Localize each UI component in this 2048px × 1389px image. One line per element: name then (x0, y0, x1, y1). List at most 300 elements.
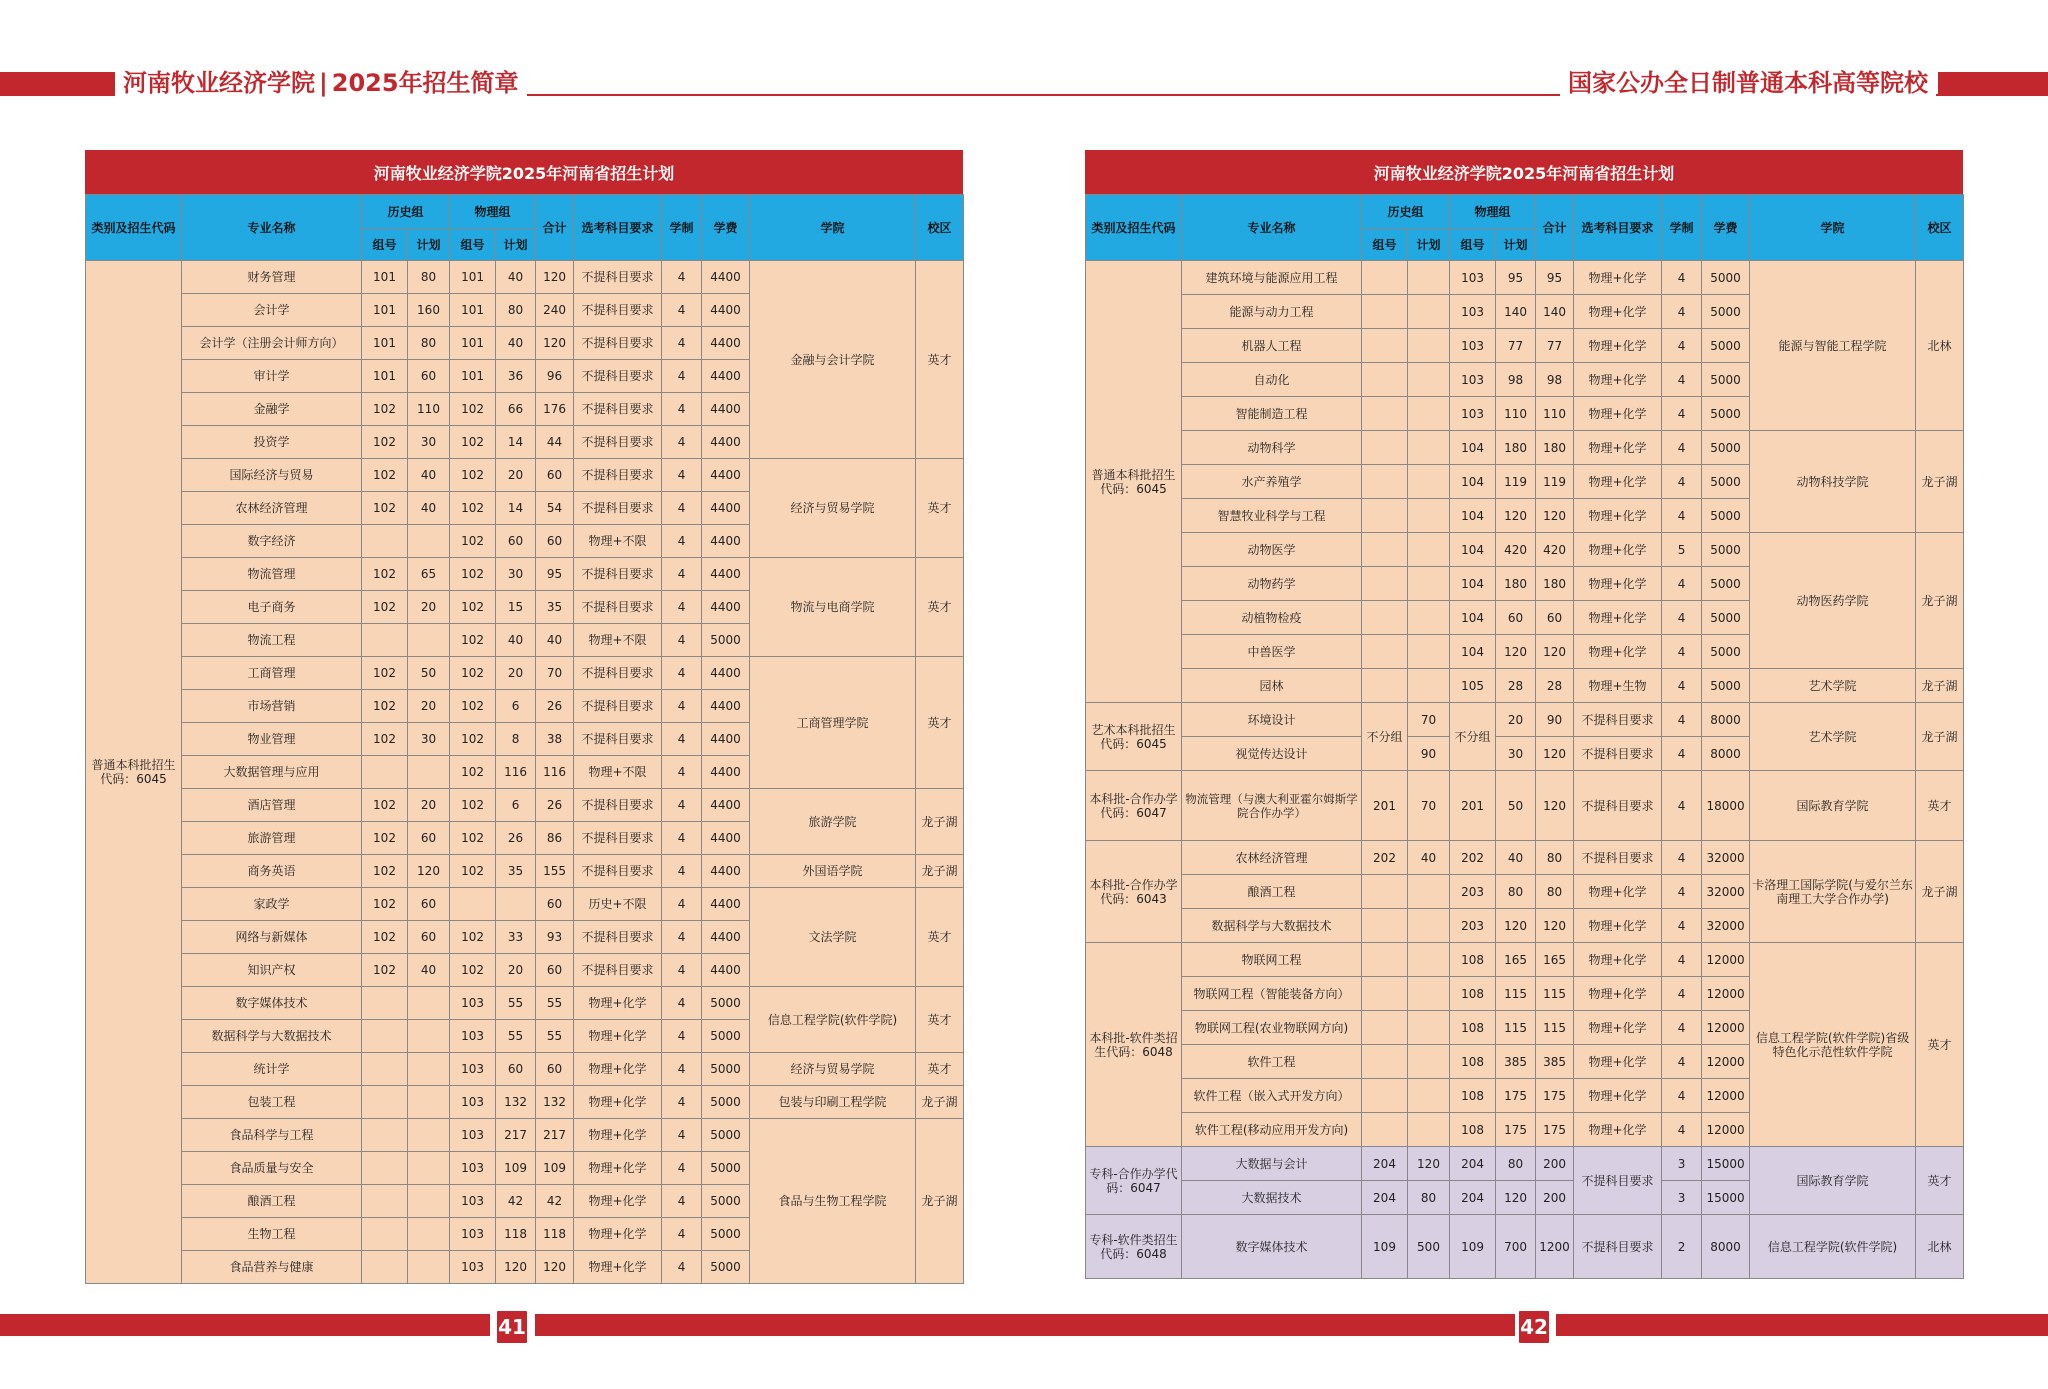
physics-group: 109 (1450, 1215, 1496, 1279)
physics-group: 204 (1450, 1181, 1496, 1215)
duration: 4 (662, 888, 702, 921)
total: 42 (536, 1185, 574, 1218)
major-name: 数字媒体技术 (1182, 1215, 1362, 1279)
major-name: 审计学 (182, 360, 362, 393)
physics-plan: 35 (496, 855, 536, 888)
table-row (86, 1053, 964, 1086)
fee: 4400 (702, 525, 750, 558)
physics-group: 103 (1450, 363, 1496, 397)
major-name: 能源与动力工程 (1182, 295, 1362, 329)
category-code: 专科-软件类招生代码：6048 (1086, 1215, 1182, 1279)
physics-group: 102 (450, 591, 496, 624)
col-physics: 物理组 (1450, 195, 1536, 229)
history-plan (1408, 1113, 1450, 1147)
physics-plan: 14 (496, 492, 536, 525)
subject-req: 不提科目要求 (1574, 1147, 1662, 1215)
college-name: 食品与生物工程学院 (750, 1119, 916, 1284)
history-group (1362, 1113, 1408, 1147)
duration: 4 (662, 393, 702, 426)
physics-group: 104 (1450, 499, 1496, 533)
fee: 4400 (702, 393, 750, 426)
total: 90 (1536, 703, 1574, 737)
major-name: 电子商务 (182, 591, 362, 624)
history-group: 102 (362, 591, 408, 624)
duration: 3 (1662, 1147, 1702, 1181)
history-plan (408, 525, 450, 558)
physics-plan: 20 (496, 459, 536, 492)
major-name: 市场营销 (182, 690, 362, 723)
history-plan (1408, 295, 1450, 329)
physics-plan: 110 (1496, 397, 1536, 431)
physics-plan: 118 (496, 1218, 536, 1251)
col-major: 专业名称 (1182, 195, 1362, 261)
history-group: 101 (362, 360, 408, 393)
fee: 5000 (702, 1086, 750, 1119)
physics-plan: 55 (496, 1020, 536, 1053)
category-code: 艺术本科批招生代码：6045 (1086, 703, 1182, 771)
history-group: 102 (362, 690, 408, 723)
physics-plan: 40 (1496, 841, 1536, 875)
subject-req: 不提科目要求 (1574, 841, 1662, 875)
physics-plan: 26 (496, 822, 536, 855)
physics-group: 103 (450, 1152, 496, 1185)
total: 60 (536, 459, 574, 492)
physics-group: 102 (450, 657, 496, 690)
table-row (1086, 1147, 1964, 1181)
history-plan (1408, 397, 1450, 431)
physics-plan: 20 (496, 954, 536, 987)
fee: 5000 (1702, 499, 1750, 533)
major-name: 家政学 (182, 888, 362, 921)
duration: 4 (662, 954, 702, 987)
total: 385 (1536, 1045, 1574, 1079)
total: 200 (1536, 1147, 1574, 1181)
duration: 4 (662, 1086, 702, 1119)
physics-plan: 420 (1496, 533, 1536, 567)
major-name: 包装工程 (182, 1086, 362, 1119)
duration: 4 (662, 855, 702, 888)
total: 1200 (1536, 1215, 1574, 1279)
physics-group: 102 (450, 492, 496, 525)
physics-group: 102 (450, 459, 496, 492)
major-name: 数据科学与大数据技术 (182, 1020, 362, 1053)
history-plan (1408, 1079, 1450, 1113)
table-title: 河南牧业经济学院2025年河南省招生计划 (1085, 150, 1963, 194)
physics-group: 104 (1450, 533, 1496, 567)
history-plan: 120 (1408, 1147, 1450, 1181)
total: 140 (1536, 295, 1574, 329)
campus-name: 龙子湖 (916, 1086, 964, 1119)
physics-group: 102 (450, 756, 496, 789)
subject-req: 不提科目要求 (574, 261, 662, 294)
fee: 5000 (1702, 533, 1750, 567)
physics-plan: 120 (1496, 909, 1536, 943)
physics-plan: 119 (1496, 465, 1536, 499)
physics-group: 104 (1450, 567, 1496, 601)
history-plan: 110 (408, 393, 450, 426)
physics-plan: 6 (496, 789, 536, 822)
physics-plan: 180 (1496, 567, 1536, 601)
college-name: 信息工程学院(软件学院) (1750, 1215, 1916, 1279)
major-name: 会计学（注册会计师方向） (182, 327, 362, 360)
fee: 5000 (702, 1218, 750, 1251)
campus-name: 英才 (916, 459, 964, 558)
subject-req: 不提科目要求 (1574, 1215, 1662, 1279)
table-row (86, 1119, 964, 1152)
history-group (1362, 601, 1408, 635)
major-name: 财务管理 (182, 261, 362, 294)
subject-req: 不提科目要求 (1574, 703, 1662, 737)
physics-plan: 115 (1496, 1011, 1536, 1045)
history-plan (408, 1218, 450, 1251)
total: 118 (536, 1218, 574, 1251)
col-subject-req: 选考科目要求 (1574, 195, 1662, 261)
table-row (1086, 533, 1964, 567)
major-name: 食品营养与健康 (182, 1251, 362, 1284)
campus-name: 英才 (916, 888, 964, 987)
fee: 8000 (1702, 1215, 1750, 1279)
history-plan (408, 1053, 450, 1086)
total: 35 (536, 591, 574, 624)
subject-req: 不提科目要求 (574, 921, 662, 954)
subject-req: 物理+化学 (574, 1020, 662, 1053)
history-group (362, 1218, 408, 1251)
major-name: 大数据管理与应用 (182, 756, 362, 789)
history-group (1362, 943, 1408, 977)
physics-group: 104 (1450, 465, 1496, 499)
fee: 12000 (1702, 977, 1750, 1011)
major-name: 商务英语 (182, 855, 362, 888)
physics-group (450, 888, 496, 921)
physics-plan: 116 (496, 756, 536, 789)
history-plan: 40 (408, 459, 450, 492)
col-fee: 学费 (1702, 195, 1750, 261)
physics-plan: 50 (1496, 771, 1536, 841)
total: 110 (1536, 397, 1574, 431)
duration: 4 (1662, 1113, 1702, 1147)
history-plan: 65 (408, 558, 450, 591)
physics-plan: 217 (496, 1119, 536, 1152)
right-plan-table (1085, 194, 1964, 1279)
page-number-left: 41 (494, 1308, 530, 1346)
total: 96 (536, 360, 574, 393)
campus-name: 龙子湖 (1916, 703, 1964, 771)
total: 54 (536, 492, 574, 525)
subject-req: 不提科目要求 (1574, 737, 1662, 771)
duration: 4 (662, 294, 702, 327)
fee: 5000 (1702, 567, 1750, 601)
total: 175 (1536, 1113, 1574, 1147)
history-group: 102 (362, 426, 408, 459)
history-group: 201 (1362, 771, 1408, 841)
duration: 4 (662, 921, 702, 954)
physics-group: 102 (450, 525, 496, 558)
total: 95 (536, 558, 574, 591)
major-name: 中兽医学 (1182, 635, 1362, 669)
total: 120 (1536, 737, 1574, 771)
category-code: 本科批-合作办学代码：6047 (1086, 771, 1182, 841)
history-plan: 20 (408, 591, 450, 624)
duration: 4 (662, 657, 702, 690)
col-physics-group: 组号 (1450, 229, 1496, 261)
subject-req: 不提科目要求 (574, 723, 662, 756)
history-plan (1408, 431, 1450, 465)
history-group: 102 (362, 393, 408, 426)
physics-plan: 60 (496, 1053, 536, 1086)
duration: 4 (1662, 771, 1702, 841)
major-name: 物流工程 (182, 624, 362, 657)
history-group (1362, 977, 1408, 1011)
major-name: 数字经济 (182, 525, 362, 558)
history-group (1362, 261, 1408, 295)
fee: 5000 (702, 1251, 750, 1284)
campus-name: 龙子湖 (1916, 841, 1964, 943)
major-name: 大数据技术 (1182, 1181, 1362, 1215)
subject-req: 物理+化学 (574, 1086, 662, 1119)
subject-req: 物理+化学 (1574, 909, 1662, 943)
campus-name: 英才 (916, 657, 964, 789)
physics-group: 103 (450, 1251, 496, 1284)
table-row (1086, 703, 1964, 737)
physics-plan: 36 (496, 360, 536, 393)
history-group (362, 624, 408, 657)
history-group (362, 1152, 408, 1185)
history-plan: 500 (1408, 1215, 1450, 1279)
physics-group: 103 (450, 987, 496, 1020)
col-physics-plan: 计划 (496, 229, 536, 261)
college-name: 文法学院 (750, 888, 916, 987)
physics-plan: 120 (496, 1251, 536, 1284)
physics-group: 102 (450, 789, 496, 822)
major-name: 机器人工程 (1182, 329, 1362, 363)
total: 200 (1536, 1181, 1574, 1215)
physics-group: 202 (1450, 841, 1496, 875)
total: 176 (536, 393, 574, 426)
duration: 4 (662, 1119, 702, 1152)
col-college: 学院 (1750, 195, 1916, 261)
history-plan: 60 (408, 822, 450, 855)
history-group (1362, 465, 1408, 499)
subject-req: 不提科目要求 (574, 789, 662, 822)
subject-req: 物理+化学 (1574, 977, 1662, 1011)
physics-plan: 42 (496, 1185, 536, 1218)
fee: 5000 (702, 1119, 750, 1152)
major-name: 水产养殖学 (1182, 465, 1362, 499)
major-name: 物联网工程 (1182, 943, 1362, 977)
college-name: 信息工程学院(软件学院)省级特色化示范性软件学院 (1750, 943, 1916, 1147)
subject-req: 不提科目要求 (574, 459, 662, 492)
history-group: 204 (1362, 1147, 1408, 1181)
fee: 5000 (1702, 465, 1750, 499)
history-group (1362, 1045, 1408, 1079)
total: 115 (1536, 1011, 1574, 1045)
total: 175 (1536, 1079, 1574, 1113)
fee: 12000 (1702, 1079, 1750, 1113)
history-nogroup: 不分组 (1362, 703, 1408, 771)
history-plan: 60 (408, 921, 450, 954)
physics-group: 104 (1450, 635, 1496, 669)
duration: 4 (662, 690, 702, 723)
subject-req: 物理+化学 (1574, 465, 1662, 499)
fee: 5000 (1702, 669, 1750, 703)
history-group (1362, 909, 1408, 943)
subject-req: 不提科目要求 (574, 426, 662, 459)
total: 120 (536, 1251, 574, 1284)
fee: 4400 (702, 756, 750, 789)
subject-req: 物理+化学 (1574, 1113, 1662, 1147)
total: 95 (1536, 261, 1574, 295)
history-plan (1408, 875, 1450, 909)
physics-plan: 8 (496, 723, 536, 756)
history-plan (408, 987, 450, 1020)
col-duration: 学制 (662, 195, 702, 261)
subject-req: 物理+化学 (1574, 943, 1662, 977)
subject-req: 不提科目要求 (574, 822, 662, 855)
total: 28 (1536, 669, 1574, 703)
duration: 4 (1662, 329, 1702, 363)
history-group: 102 (362, 822, 408, 855)
duration: 4 (1662, 909, 1702, 943)
history-plan (408, 1020, 450, 1053)
fee: 4400 (702, 954, 750, 987)
physics-group: 102 (450, 558, 496, 591)
subject-req: 历史+不限 (574, 888, 662, 921)
fee: 4400 (702, 360, 750, 393)
physics-group: 108 (1450, 1045, 1496, 1079)
duration: 4 (1662, 499, 1702, 533)
physics-plan: 180 (1496, 431, 1536, 465)
total: 132 (536, 1086, 574, 1119)
subject-req: 物理+化学 (1574, 329, 1662, 363)
campus-name: 英才 (1916, 943, 1964, 1147)
history-group (362, 1020, 408, 1053)
major-name: 视觉传达设计 (1182, 737, 1362, 771)
history-group: 101 (362, 327, 408, 360)
physics-group: 104 (1450, 601, 1496, 635)
history-group: 101 (362, 294, 408, 327)
physics-plan: 140 (1496, 295, 1536, 329)
physics-plan: 80 (1496, 875, 1536, 909)
table-row (86, 459, 964, 492)
fee: 32000 (1702, 909, 1750, 943)
subject-req: 物理+化学 (1574, 1011, 1662, 1045)
brochure-title: 2025年招生简章 (331, 69, 519, 97)
major-name: 软件工程(移动应用开发方向) (1182, 1113, 1362, 1147)
physics-group: 103 (450, 1086, 496, 1119)
major-name: 动物科学 (1182, 431, 1362, 465)
fee: 8000 (1702, 703, 1750, 737)
subject-req: 物理+化学 (574, 1185, 662, 1218)
physics-group: 101 (450, 327, 496, 360)
major-name: 软件工程（嵌入式开发方向） (1182, 1079, 1362, 1113)
campus-name: 英才 (916, 261, 964, 459)
duration: 2 (1662, 1215, 1702, 1279)
college-name: 外国语学院 (750, 855, 916, 888)
total: 120 (1536, 635, 1574, 669)
table-row (86, 261, 964, 294)
history-group (362, 1251, 408, 1284)
duration: 4 (662, 360, 702, 393)
fee: 4400 (702, 690, 750, 723)
campus-name: 英才 (916, 1053, 964, 1086)
fee: 32000 (1702, 875, 1750, 909)
fee: 4400 (702, 426, 750, 459)
campus-name: 英才 (1916, 771, 1964, 841)
duration: 4 (662, 1185, 702, 1218)
duration: 4 (1662, 601, 1702, 635)
history-plan: 60 (408, 360, 450, 393)
duration: 4 (1662, 431, 1702, 465)
history-group (362, 525, 408, 558)
college-name: 动物医药学院 (1750, 533, 1916, 669)
table-row (86, 1086, 964, 1119)
fee: 5000 (1702, 397, 1750, 431)
history-plan: 30 (408, 723, 450, 756)
subject-req: 不提科目要求 (574, 492, 662, 525)
duration: 4 (1662, 261, 1702, 295)
fee: 5000 (702, 987, 750, 1020)
physics-plan: 77 (1496, 329, 1536, 363)
physics-plan: 40 (496, 327, 536, 360)
physics-plan: 175 (1496, 1113, 1536, 1147)
history-group: 102 (362, 888, 408, 921)
physics-group: 102 (450, 723, 496, 756)
fee: 4400 (702, 888, 750, 921)
total: 120 (1536, 499, 1574, 533)
duration: 4 (662, 558, 702, 591)
physics-group: 103 (1450, 329, 1496, 363)
major-name: 建筑环境与能源应用工程 (1182, 261, 1362, 295)
total: 119 (1536, 465, 1574, 499)
category-code: 普通本科批招生代码：6045 (86, 261, 182, 1284)
col-physics: 物理组 (450, 195, 536, 229)
fee: 4400 (702, 327, 750, 360)
duration: 4 (662, 1218, 702, 1251)
left-table-wrap (85, 150, 963, 1284)
history-plan: 20 (408, 690, 450, 723)
history-plan: 80 (1408, 1181, 1450, 1215)
history-plan (1408, 601, 1450, 635)
major-name: 农林经济管理 (182, 492, 362, 525)
major-name: 物流管理 (182, 558, 362, 591)
physics-group: 103 (450, 1218, 496, 1251)
history-plan (1408, 261, 1450, 295)
duration: 4 (1662, 465, 1702, 499)
duration: 4 (1662, 875, 1702, 909)
physics-group: 104 (1450, 431, 1496, 465)
subject-req: 不提科目要求 (574, 954, 662, 987)
physics-plan: 132 (496, 1086, 536, 1119)
col-fee: 学费 (702, 195, 750, 261)
physics-group: 108 (1450, 1011, 1496, 1045)
duration: 4 (662, 591, 702, 624)
physics-plan: 55 (496, 987, 536, 1020)
physics-group: 102 (450, 921, 496, 954)
physics-group: 101 (450, 261, 496, 294)
history-group: 204 (1362, 1181, 1408, 1215)
campus-name: 英才 (916, 558, 964, 657)
history-plan: 160 (408, 294, 450, 327)
major-name: 物联网工程（智能装备方向） (1182, 977, 1362, 1011)
total: 180 (1536, 567, 1574, 601)
subject-req: 物理+生物 (1574, 669, 1662, 703)
major-name: 食品科学与工程 (182, 1119, 362, 1152)
subject-req: 物理+化学 (1574, 601, 1662, 635)
duration: 4 (662, 723, 702, 756)
physics-plan: 95 (1496, 261, 1536, 295)
table-row (1086, 771, 1964, 841)
total: 70 (536, 657, 574, 690)
